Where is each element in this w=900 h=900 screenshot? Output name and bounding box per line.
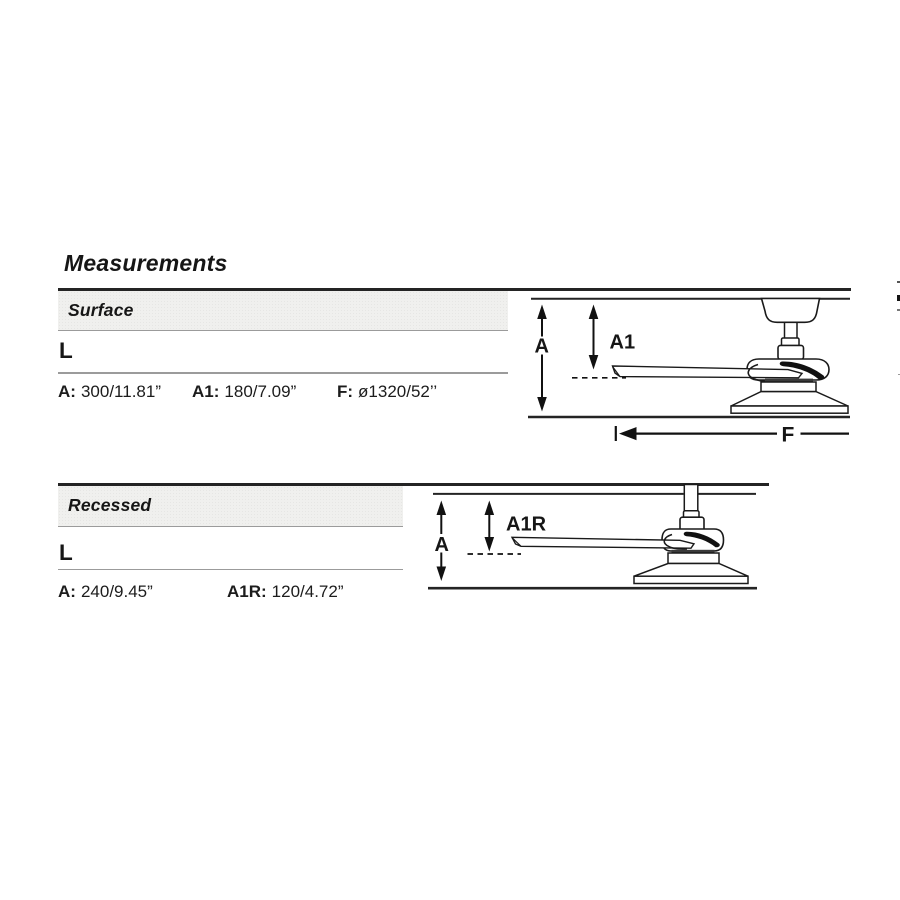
recessed-product-rule	[58, 569, 403, 571]
arrow-f	[616, 424, 849, 447]
arrow-a-recessed	[435, 501, 449, 582]
measurement-f-value: ø1320/52’’	[358, 382, 438, 401]
measurement-a-label: A:	[58, 382, 76, 401]
measurement-a1r-label: A1R:	[227, 582, 267, 601]
recessed-product-label: L	[59, 540, 73, 565]
label-f: F	[781, 423, 795, 447]
measurement-a1-value: 180/7.09”	[224, 382, 297, 401]
measurement-a-recessed-label: A:	[58, 582, 76, 601]
measurement-a	[58, 382, 161, 402]
recessed-measurements-row	[0, 582, 420, 604]
fan-light-neck-recessed	[668, 553, 719, 564]
recessed-diagram	[405, 484, 776, 596]
surface-measurements-row	[0, 382, 520, 404]
surface-product-label: L	[59, 338, 73, 363]
surface-table-header	[58, 291, 508, 331]
fan-light-shade	[731, 392, 848, 406]
arrow-a1	[589, 305, 635, 370]
fan-coupling	[778, 345, 804, 359]
label-a1r: A1R	[506, 513, 547, 536]
measurement-a-recessed-value: 240/9.45”	[80, 582, 153, 601]
edge-fragment	[897, 295, 900, 302]
measurement-f	[337, 382, 437, 402]
measurement-a-value: 300/11.81”	[80, 382, 161, 401]
measurement-a1r	[227, 582, 344, 602]
measurement-a1r-value: 120/4.72”	[271, 582, 344, 601]
surface-product-rule	[58, 372, 508, 374]
surface-header-label: Surface	[68, 299, 134, 320]
measurement-f-label: F:	[337, 382, 354, 401]
fan-light-neck	[761, 382, 816, 392]
fan-light-rim	[731, 406, 848, 413]
surface-diagram	[508, 292, 855, 452]
label-a1: A1	[609, 331, 636, 354]
measurement-a1-label: A1:	[192, 382, 220, 401]
label-a: A	[534, 335, 549, 358]
fan-canopy	[762, 299, 820, 323]
page-title: Measurements	[64, 250, 228, 276]
arrow-a	[535, 305, 549, 412]
recessed-header-label: Recessed	[68, 495, 152, 516]
fan-light-shade-recessed	[634, 564, 748, 577]
fan-light-rim-recessed	[634, 576, 748, 583]
measurement-a-recessed	[58, 582, 153, 602]
measurement-a1	[192, 382, 296, 402]
label-a-recessed: A	[434, 534, 449, 556]
recessed-table-header	[58, 486, 403, 527]
